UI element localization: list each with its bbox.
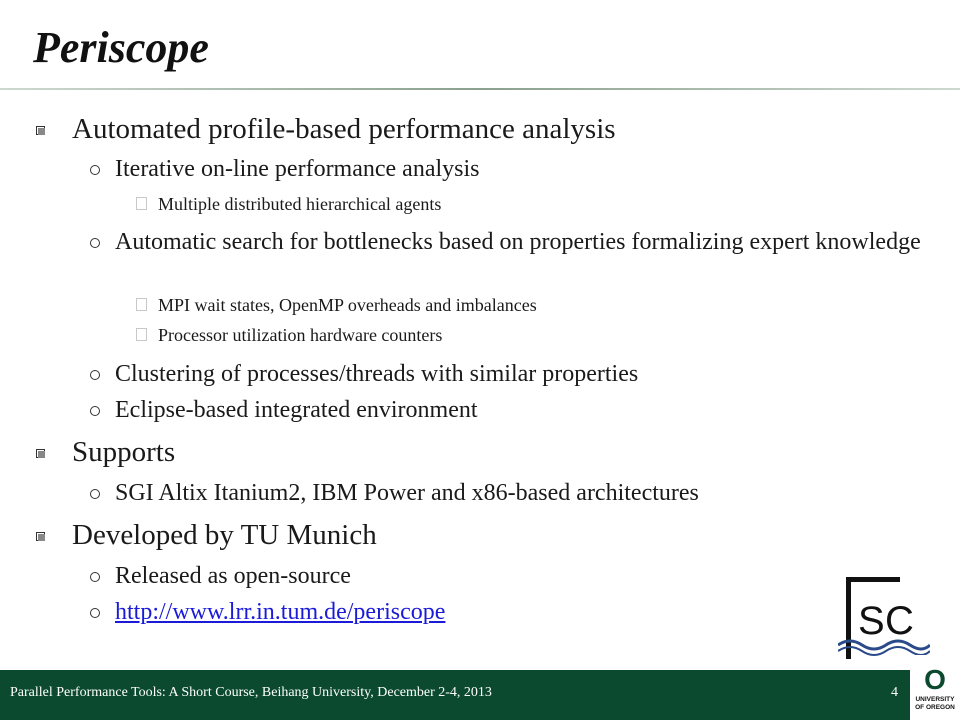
title-divider: [0, 88, 960, 90]
sub-bullet-open-source: [115, 563, 945, 589]
bullet-text: Developed by TU Munich: [72, 519, 377, 551]
bullet-automated: [72, 113, 616, 145]
bullet-text: Eclipse-based integrated environment: [115, 397, 478, 423]
circle-bullet-icon: [90, 608, 100, 618]
bullet-text: Supports: [72, 436, 176, 468]
sub-sub-bullet-mpi: [158, 295, 537, 315]
sub-sub-bullet-processor: [158, 325, 442, 345]
footer-bar: [0, 670, 910, 720]
oregon-logo-letter: O: [924, 664, 946, 695]
bullet-text: Multiple distributed hierarchical agents: [158, 194, 442, 214]
bullet-developed: [72, 519, 377, 551]
bullet-text: MPI wait states, OpenMP overheads and imbalances: [158, 295, 537, 315]
oregon-logo-icon: [910, 655, 960, 720]
slide-title: Periscope: [33, 23, 209, 72]
square-bullet-icon: [36, 532, 45, 541]
circle-bullet-icon: [90, 406, 100, 416]
psc-logo-top-bar: [846, 577, 900, 582]
oregon-logo-line1: UNIVERSITY: [915, 696, 955, 703]
psc-logo: [838, 575, 930, 659]
bullet-text: SGI Altix Itanium2, IBM Power and x86-based architectures: [115, 480, 699, 506]
footer-text: Parallel Performance Tools: A Short Course, Beihang University, December 2-4, 2013: [10, 685, 492, 700]
bullet-text: Iterative on-line performance analysis: [115, 156, 480, 182]
circle-bullet-icon: [90, 238, 100, 248]
psc-logo-c: C: [885, 599, 914, 643]
placeholder-bullet-icon: [136, 328, 147, 341]
square-bullet-icon: [36, 449, 45, 458]
sub-bullet-architectures: [115, 480, 945, 506]
bullet-supports: [72, 436, 175, 468]
oregon-logo-line2: OF OREGON: [915, 704, 955, 711]
circle-bullet-icon: [90, 489, 100, 499]
university-of-oregon-logo: [910, 655, 960, 720]
page-number: 4: [891, 685, 898, 700]
circle-bullet-icon: [90, 370, 100, 380]
bullet-text: Clustering of processes/threads with similar properties: [115, 361, 639, 387]
sub-bullet-clustering: [115, 361, 945, 387]
circle-bullet-icon: [90, 572, 100, 582]
square-bullet-icon: [36, 126, 45, 135]
circle-bullet-icon: [90, 165, 100, 175]
sub-bullet-iterative: [115, 156, 945, 182]
bullet-text: Processor utilization hardware counters: [158, 325, 443, 345]
sub-sub-bullet-agents: [158, 194, 441, 214]
placeholder-bullet-icon: [136, 197, 147, 210]
placeholder-bullet-icon: [136, 298, 147, 311]
bullet-text: Automatic search for bottlenecks based on properties formalizing expert knowledge: [115, 229, 921, 255]
bullet-text: Released as open-source: [115, 563, 351, 589]
periscope-link[interactable]: http://www.lrr.in.tum.de/periscope: [115, 599, 446, 625]
sub-bullet-automatic-search: [115, 229, 945, 255]
bullet-text: Automated profile-based performance analysis: [72, 113, 616, 145]
psc-logo-s: S: [858, 599, 885, 643]
sub-bullet-url: [115, 599, 945, 625]
sub-bullet-eclipse: [115, 397, 945, 423]
